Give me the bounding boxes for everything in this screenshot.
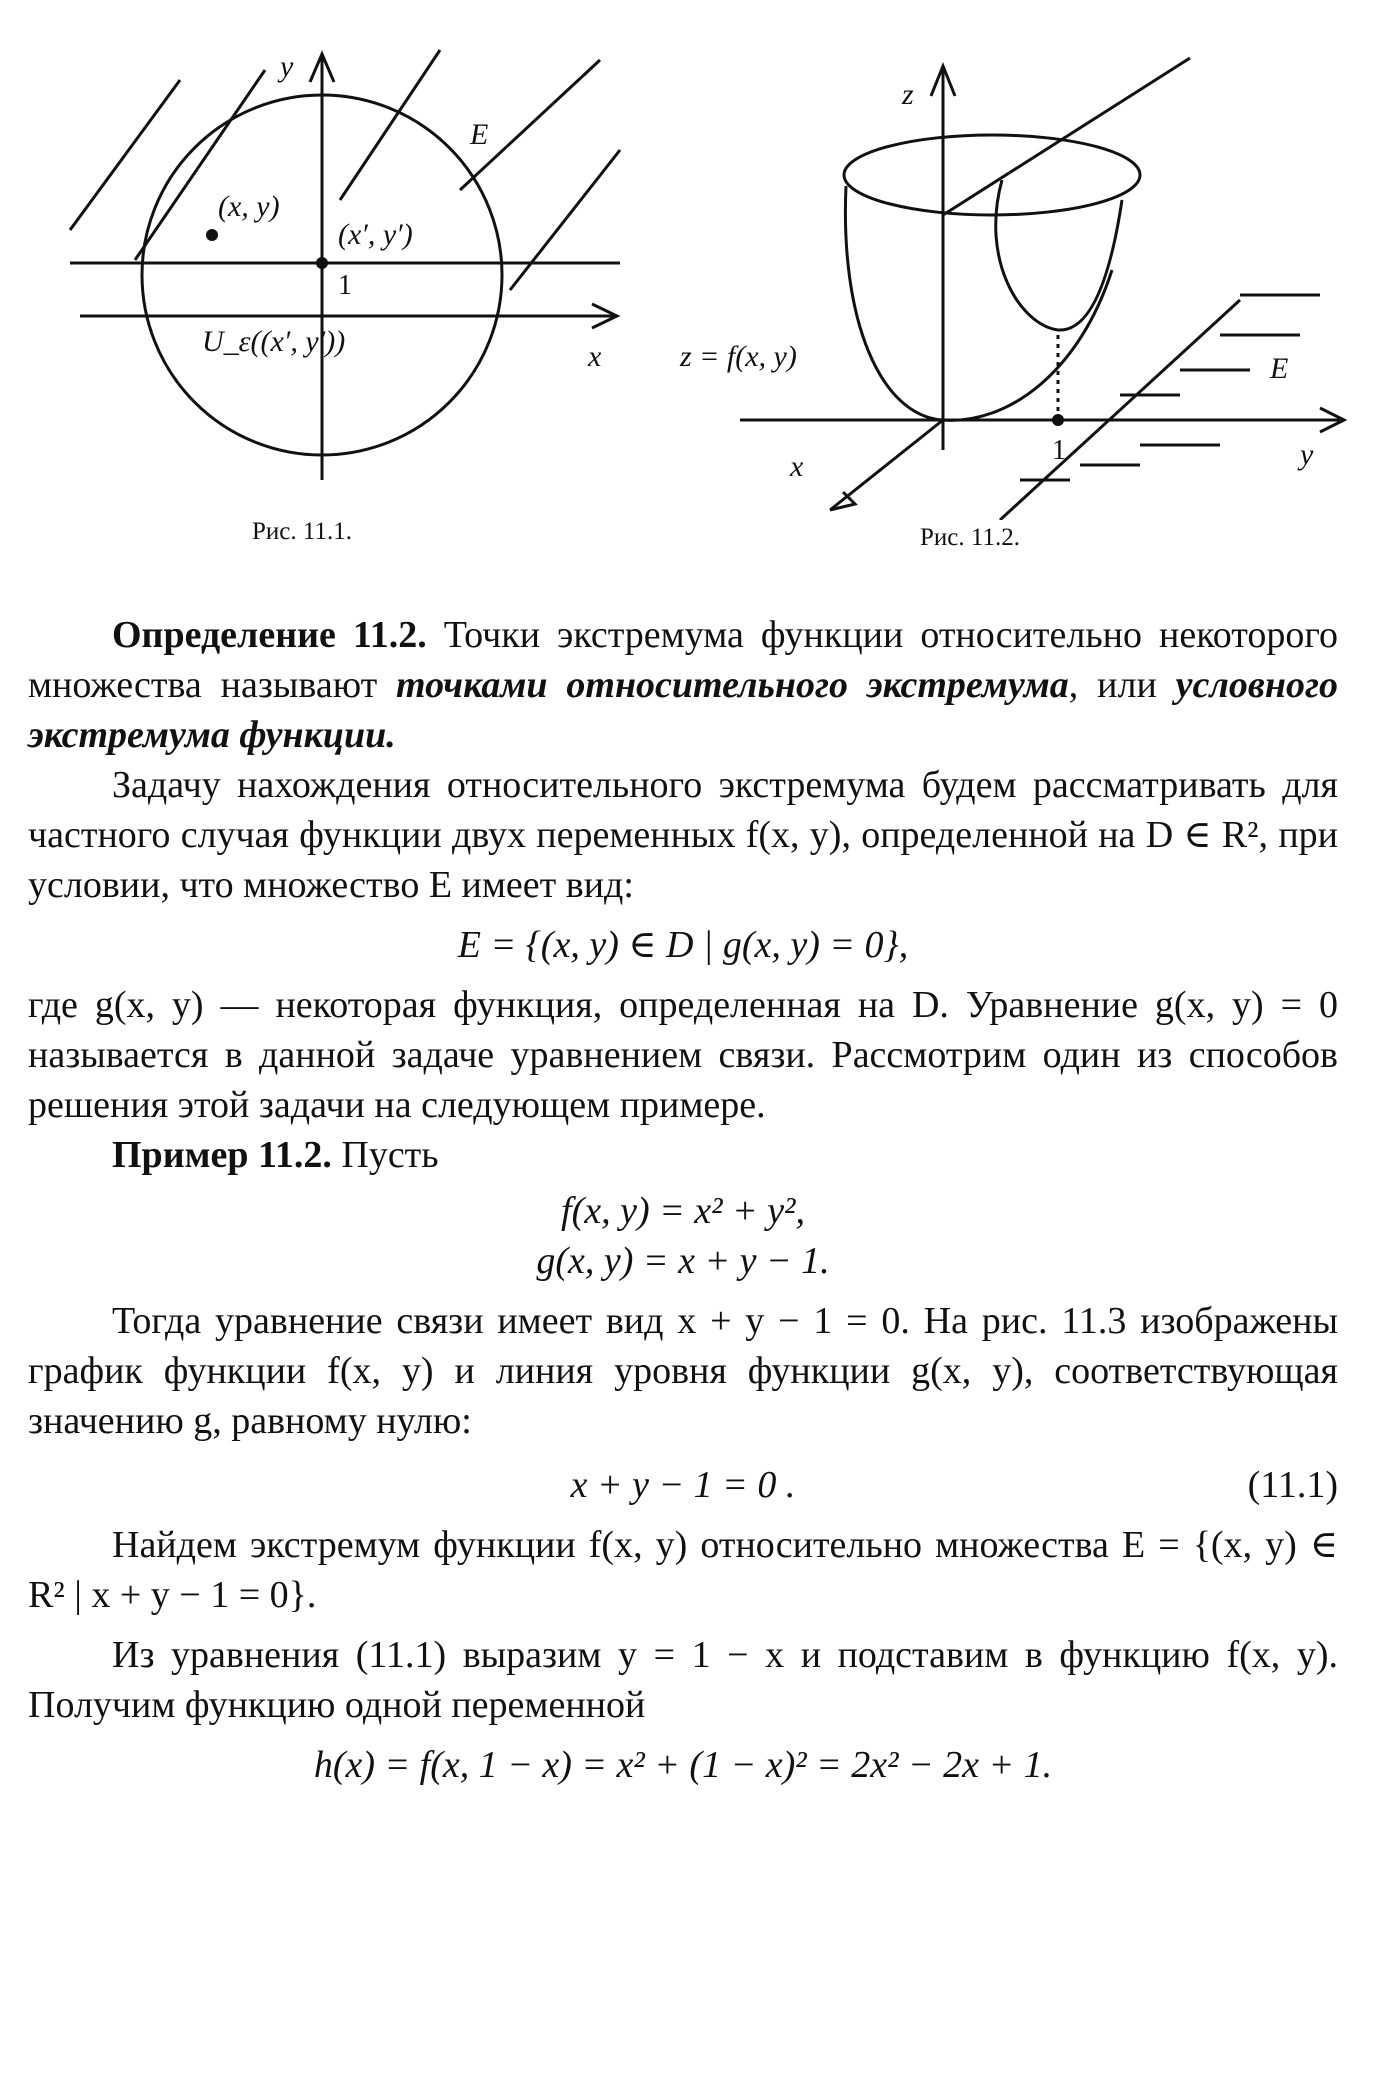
fig2-y-label: y — [1300, 438, 1314, 471]
definition-body-1: Точки экстремума функции относительно некоторого множества называют — [28, 614, 1338, 706]
fig2-point — [1052, 414, 1064, 426]
definition-term-2: условного экстремума функции. — [28, 664, 1338, 756]
formula-set-e: E = {(x, y) ∈ D | g(x, y) = 0}, — [457, 924, 909, 966]
paragraph-4: Найдем экстремум функции f(x, y) относительно множества E = {(x, y) ∈ R² | x + y − 1 = 0}. — [28, 1524, 1338, 1616]
paragraph-3: Тогда уравнение связи имеет вид x + y − 1 = 0. На рис. 11.3 изображены график функции f(x, y) и линия уровня функции g(x, y), соответствующая значению g, равному нулю: — [28, 1300, 1338, 1442]
formula-f: f(x, y) = x² + y², — [561, 1190, 805, 1232]
body-text — [28, 610, 1338, 1800]
formula-11-1-row — [28, 1460, 1338, 1510]
example-title: Пример 11.2. — [112, 1134, 332, 1176]
fig2-surface-label: z = f(x, y) — [680, 340, 797, 373]
figure-11-2-drawing — [680, 40, 1360, 520]
fig1-center-label: (x′, y′) — [338, 218, 413, 251]
point-center — [316, 257, 328, 269]
constraint-line-lower — [1000, 300, 1240, 520]
paragraph-1: Задачу нахождения относительного экстремума будем рассматривать для частного случая функции двух переменных f(x, y), определенной на D ∈ R², при условии, что множество E имеет вид: — [28, 764, 1338, 906]
fig1-one-label: 1 — [338, 270, 352, 301]
paragraph-5: Из уравнения (11.1) выразим y = 1 − x и подставим в функцию f(x, y). Получим функцию одной переменной — [28, 1634, 1338, 1726]
fig1-e-label: E — [470, 118, 489, 151]
fig2-z-label: z — [902, 78, 914, 111]
definition-paragraph — [28, 610, 1338, 760]
definition-title: Определение 11.2. — [112, 614, 427, 656]
fig2-e-label: E — [1270, 352, 1289, 385]
definition-term-1: точками относительного экстремума — [396, 664, 1069, 706]
example-body: Пусть — [331, 1134, 439, 1176]
figure-11-1 — [40, 40, 660, 545]
fig2-x-label: x — [790, 450, 804, 483]
formula-11-1-number: (11.1) — [1247, 1464, 1338, 1506]
definition-body-2: , или — [1068, 664, 1176, 706]
fig1-point-label: (x, y) — [218, 190, 280, 223]
example-paragraph — [28, 1130, 1338, 1180]
fig1-y-label: y — [280, 50, 294, 83]
fig1-caption: Рис. 11.1. — [252, 518, 352, 545]
fig2-one-label: 1 — [1052, 435, 1066, 466]
paraboloid-rim — [844, 135, 1140, 215]
figure-11-2 — [680, 40, 1360, 551]
paraboloid-surface — [845, 186, 1112, 420]
point-xy — [206, 229, 218, 241]
fig2-caption: Рис. 11.2. — [920, 524, 1020, 551]
fig1-x-label: x — [588, 340, 602, 373]
formula-h: h(x) = f(x, 1 − x) = x² + (1 − x)² = 2x² − 2x + 1. — [313, 1744, 1053, 1786]
paragraph-2: где g(x, y) — некоторая функция, определенная на D. Уравнение g(x, y) = 0 называется в данной задаче уравнением связи. Рассмотрим один из способов решения этой задачи на следующем примере. — [28, 984, 1338, 1126]
fig1-neighborhood-label: U_ε((x′, y′)) — [202, 325, 346, 358]
formula-g: g(x, y) = x + y − 1. — [536, 1240, 830, 1282]
formula-11-1: x + y − 1 = 0 . — [570, 1464, 796, 1506]
